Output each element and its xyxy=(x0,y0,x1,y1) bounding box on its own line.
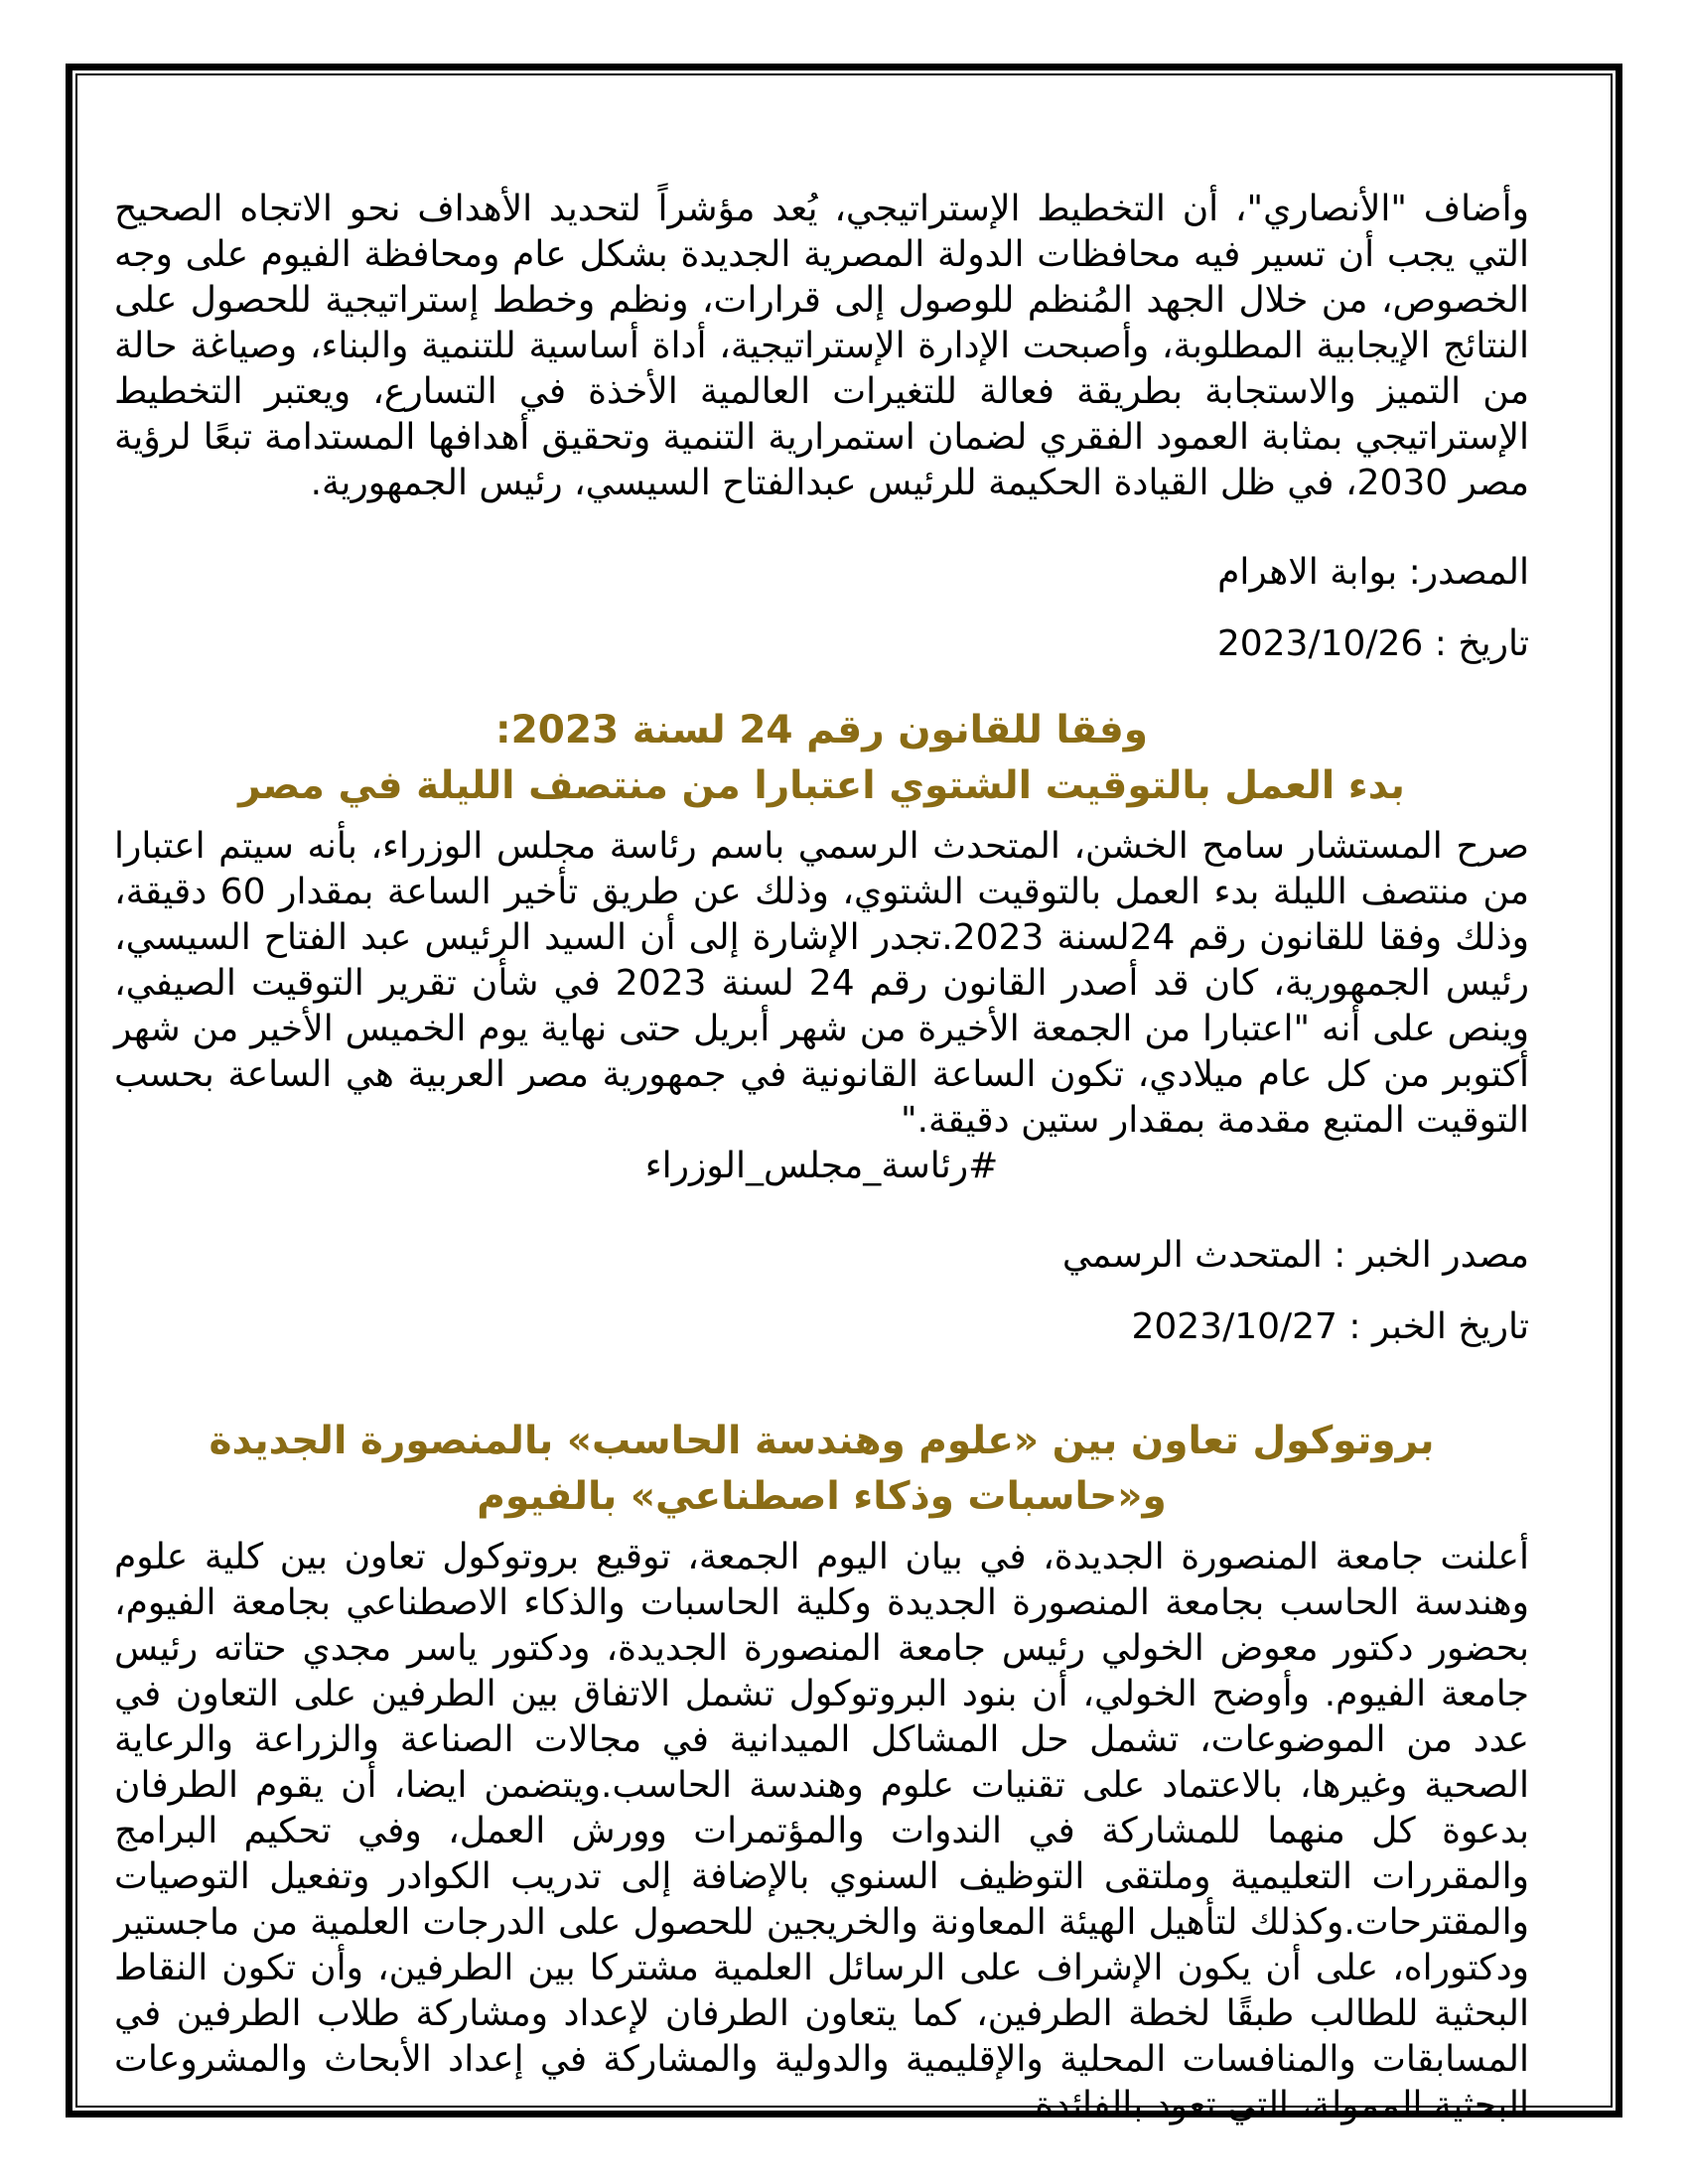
article2-date: تاريخ الخبر : 2023/10/27 xyxy=(1131,1306,1529,1347)
document-content xyxy=(114,187,1529,2128)
article2-headline-line2: بدء العمل بالتوقيت الشتوي اعتبارا من منتصف الليلة في مصر xyxy=(238,763,1405,808)
article2-headline xyxy=(114,703,1529,814)
article1-source: المصدر: بوابة الاهرام xyxy=(1217,552,1529,593)
article2-body: صرح المستشار سامح الخشن، المتحدث الرسمي باسم رئاسة مجلس الوزراء، بأنه سيتم اعتبارا من منتصف الليلة بدء العمل بالتوقيت الشتوي، وذلك عن طريق تأخير الساعة بمقدار 60 دقيقة، وذلك وفقا للقانون رقم 24لسنة 2023.تجدر الإشارة إلى أن السيد الرئيس عبد الفتاح السيسي، رئيس الجمهورية، كان قد أصدر القانون رقم 24 لسنة 2023 في شأن تقرير التوقيت الصيفي، وينص على أنه "اعتبارا من الجمعة الأخيرة من شهر أبريل حتى نهاية يوم الخميس الأخير من شهر أكتوبر من كل عام ميلادي، تكون الساعة القانونية في جمهورية مصر العربية هي الساعة بحسب التوقيت المتبع مقدمة بمقدار ستين دقيقة." xyxy=(114,826,1530,1141)
article3-body: أعلنت جامعة المنصورة الجديدة، في بيان اليوم الجمعة، توقيع بروتوكول تعاون بين كلية علوم وهندسة الحاسب بجامعة المنصورة الجديدة وكلية الحاسبات والذكاء الاصطناعي بجامعة الفيوم، بحضور دكتور معوض الخولي رئيس جامعة المنصورة الجديدة، ودكتور ياسر مجدي حتاته رئيس جامعة الفيوم. وأوضح الخولي، أن بنود البروتوكول تشمل الاتفاق بين الطرفين على التعاون في عدد من الموضوعات، تشمل حل المشاكل الميدانية في مجالات الصناعة والزراعة والرعاية الصحية وغيرها، بالاعتماد على تقنيات علوم وهندسة الحاسب.ويتضمن ايضا، أن يقوم الطرفان بدعوة كل منهما للمشاركة في الندوات والمؤتمرات وورش العمل، وفي تحكيم البرامج والمقررات التعليمية وملتقى التوظيف السنوي بالإضافة إلى تدريب الكوادر وتفعيل التوصيات والمقترحات.وكذلك لتأهيل الهيئة المعاونة والخريجين للحصول على الدرجات العلمية من ماجستير ودكتوراه، على أن يكون الإشراف على الرسائل العلمية مشتركا بين الطرفين، وأن تكون النقاط البحثية للطالب طبقًا لخطة الطرفين، كما يتعاون الطرفان لإعداد ومشاركة طلاب الطرفين في المسابقات والمنافسات المحلية والإقليمية والدولية والمشاركة في إعداد الأبحاث والمشروعات البحثية الممولة، التي تعود بالفائدة xyxy=(114,1537,1529,2125)
article1-date: تاريخ : 2023/10/26 xyxy=(1216,623,1529,664)
article1-body: وأضاف "الأنصاري"، أن التخطيط الإستراتيجي، يُعد مؤشراً لتحديد الأهداف نحو الاتجاه الصحيح التي يجب أن تسير فيه محافظات الدولة المصرية الجديدة بشكل عام ومحافظة الفيوم على وجه الخصوص، من خلال الجهد المُنظم للوصول إلى قرارات، ونظم وخطط إستراتيجية للحصول على النتائج الإيجابية المطلوبة، وأصبحت الإدارة الإستراتيجية، أداة أساسية للتنمية والبناء، وصياغة حالة من التميز والاستجابة بطريقة فعالة للتغيرات العالمية الأخذة في التسارع، ويعتبر التخطيط الإستراتيجي بمثابة العمود الفقري لضمان استمرارية التنمية وتحقيق أهدافها المستدامة تبعًا لرؤية مصر 2030، في ظل القيادة الحكيمة للرئيس عبدالفتاح السيسي، رئيس الجمهورية. xyxy=(114,189,1529,503)
article3-headline: بروتوكول تعاون بين «علوم وهندسة الحاسب» بالمنصورة الجديدة و«حاسبات وذكاء اصطناعي» بالفيوم xyxy=(209,1419,1435,1519)
article2-headline-line1: وفقا للقانون رقم 24 لسنة 2023: xyxy=(495,708,1148,752)
article2-source: مصدر الخبر : المتحدث الرسمي xyxy=(1061,1235,1529,1276)
article2-hashtag: #رئاسة_مجلس_الوزراء xyxy=(644,1146,999,1186)
